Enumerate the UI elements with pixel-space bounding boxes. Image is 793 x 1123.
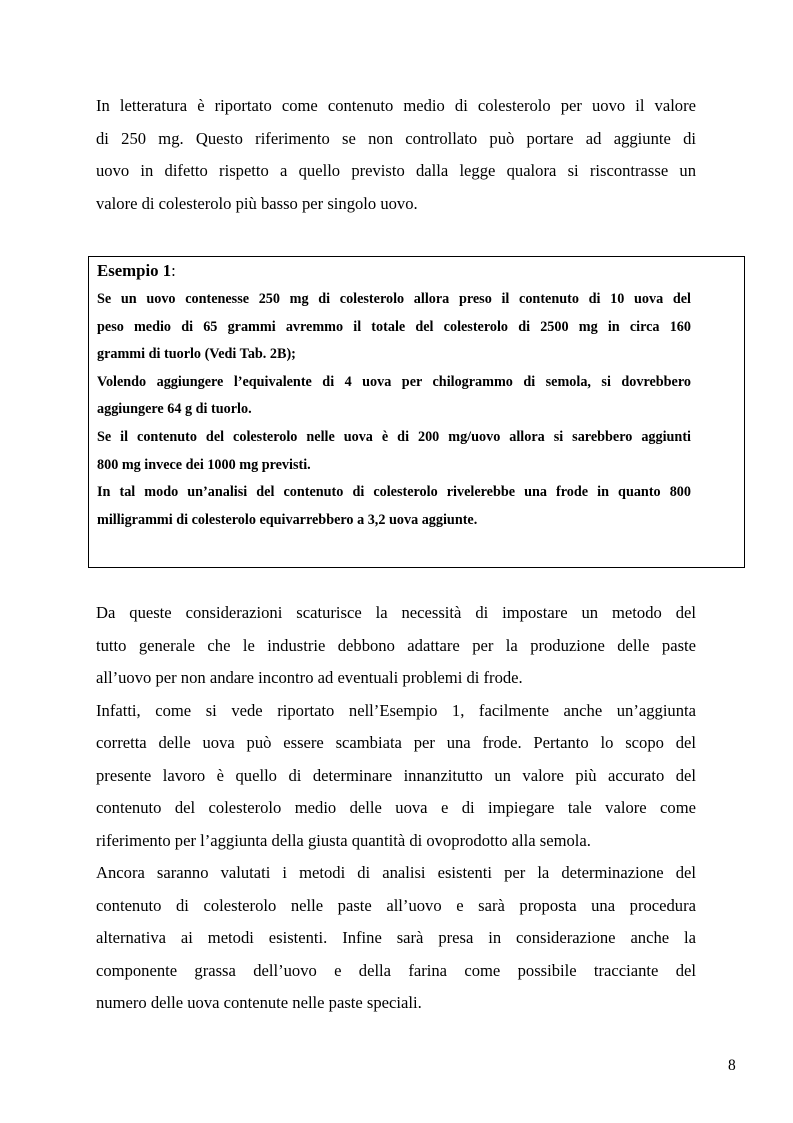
text-line: riferimento per l’aggiunta della giusta quantità di ovoprodotto alla semola.: [96, 830, 591, 850]
example-line: Se il contenuto del colesterolo nelle uova è di 200 mg/uovo allora si sarebbero aggiunti: [97, 428, 691, 445]
example-line: Volendo aggiungere l’equivalente di 4 uova per chilogrammo di semola, si dovrebbero: [97, 373, 691, 390]
main-paragraph: [96, 597, 696, 1020]
text-line: Ancora saranno valutati i metodi di analisi esistenti per la determinazione del: [96, 863, 696, 882]
text-line: In letteratura è riportato come contenuto medio di colesterolo per uovo il valore: [96, 96, 696, 115]
text-line: numero delle uova contenute nelle paste speciali.: [96, 993, 422, 1012]
example-title-text: Esempio 1: [97, 261, 172, 280]
example-box: [88, 256, 745, 568]
text-line: alternativa ai metodi esistenti. Infine sarà presa in considerazione anche la: [96, 928, 696, 947]
text-line: presente lavoro è quello di determinare innanzitutto un valore più accurato del: [96, 765, 696, 785]
example-line: peso medio di 65 grammi avremmo il totale del colesterolo di 2500 mg in circa 160: [97, 318, 691, 335]
text-line: valore di colesterolo più basso per singolo uovo.: [96, 193, 418, 213]
example-line: 800 mg invece dei 1000 mg previsti.: [97, 456, 311, 473]
intro-paragraph: [96, 90, 696, 220]
text-line: tutto generale che le industrie debbono adattare per la produzione delle paste: [96, 635, 696, 655]
text-line: uovo in difetto rispetto a quello previsto dalla legge qualora si riscontrasse un: [96, 161, 696, 180]
example-line: Se un uovo contenesse 250 mg di colesterolo allora preso il contenuto di 10 uova del: [97, 291, 691, 307]
example-body: [97, 286, 691, 534]
page-number: 8: [728, 1057, 736, 1074]
example-line: milligrammi di colesterolo equivarrebbero a 3,2 uova aggiunte.: [97, 511, 478, 528]
text-line: di 250 mg. Questo riferimento se non controllato può portare ad aggiunte di: [96, 128, 696, 148]
example-title-colon: :: [171, 261, 176, 280]
text-line: corretta delle uova può essere scambiata per una frode. Pertanto lo scopo del: [96, 733, 696, 752]
example-title: [97, 259, 176, 283]
text-line: all’uovo per non andare incontro ad eventuali problemi di frode.: [96, 668, 523, 687]
example-line: In tal modo un’analisi del contenuto di colesterolo rivelerebbe una frode in quanto 800: [97, 484, 691, 501]
text-line: Da queste considerazioni scaturisce la necessità di impostare un metodo del: [96, 603, 696, 622]
text-line: Infatti, come si vede riportato nell’Esempio 1, facilmente anche un’aggiunta: [96, 700, 696, 720]
text-line: contenuto di colesterolo nelle paste all’uovo e sarà proposta una procedura: [96, 895, 696, 915]
example-line: grammi di tuorlo (Vedi Tab. 2B);: [97, 346, 296, 363]
example-line: aggiungere 64 g di tuorlo.: [97, 401, 252, 418]
text-line: contenuto del colesterolo medio delle uova e di impiegare tale valore come: [96, 798, 696, 817]
text-line: componente grassa dell’uovo e della farina come possibile tracciante del: [96, 960, 696, 980]
